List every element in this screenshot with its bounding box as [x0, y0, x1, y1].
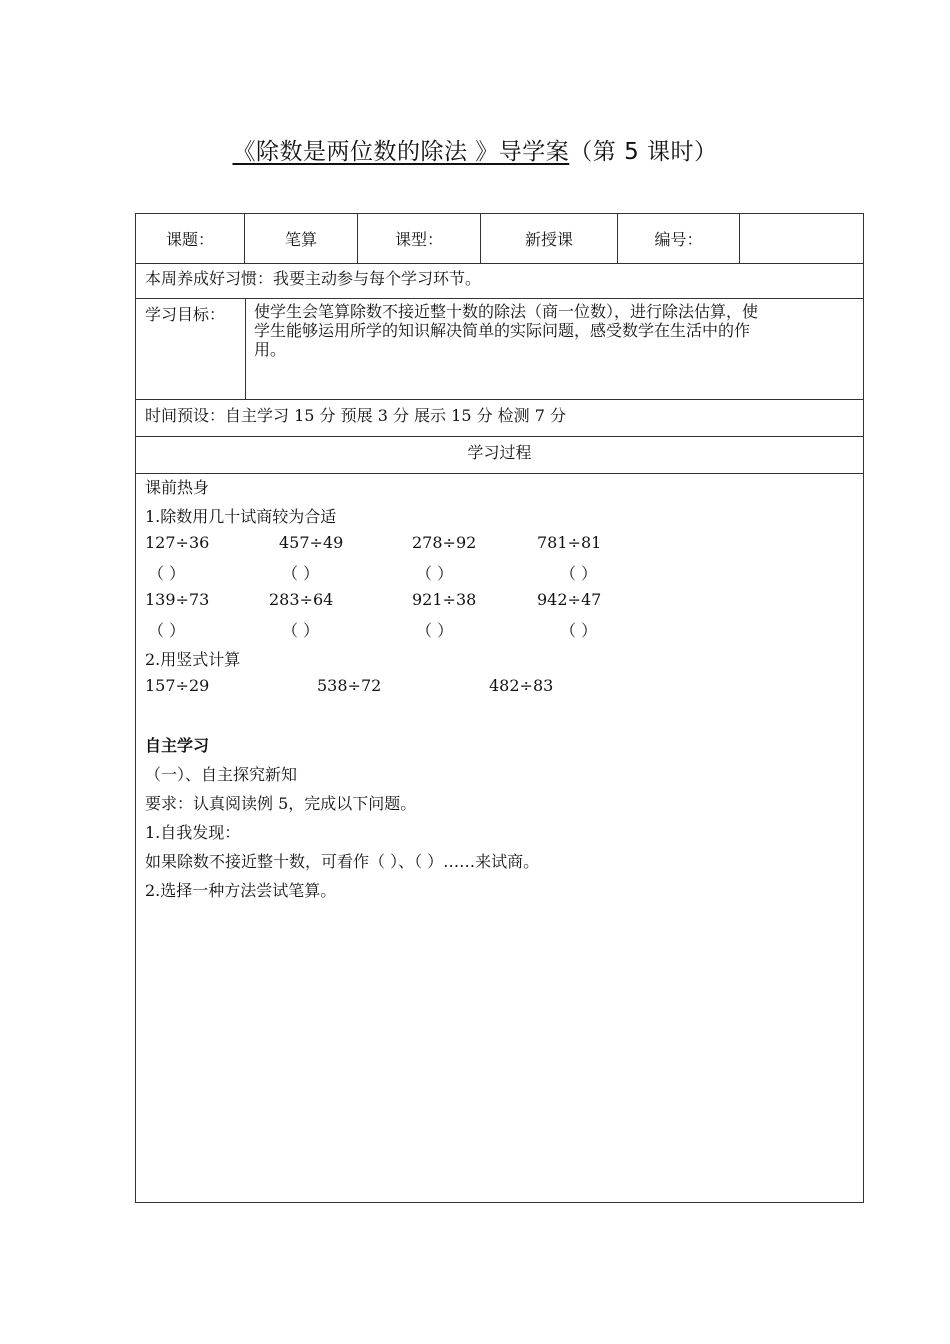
expr-3-2: 538÷72 [317, 676, 382, 695]
self-study-heading: 自主学习 [145, 736, 210, 755]
goal-text [254, 302, 859, 359]
habit-text: 本周养成好习惯：我要主动参与每个学习环节。 [145, 269, 482, 288]
lesson-table [135, 213, 864, 1203]
goal-line-2: 学生能够运用所学的知识解决简单的实际问题，感受数学在生活中的作 [254, 321, 751, 340]
topic-label: 课题： [136, 214, 245, 263]
warmup-q2: 2.用竖式计算 [145, 650, 241, 669]
blank-2-3[interactable]: （ ） [416, 621, 454, 640]
blank-1-3[interactable]: （ ） [416, 564, 454, 583]
blank-1-1[interactable]: （ ） [148, 564, 186, 583]
self-study-req: 要求：认真阅读例 5，完成以下问题。 [145, 794, 417, 813]
expr-2-3: 921÷38 [412, 590, 477, 609]
blank-2-4[interactable]: （ ） [560, 621, 598, 640]
self-study-sub: （一）、自主探究新知 [145, 765, 298, 784]
expr-1-4: 781÷81 [537, 533, 602, 552]
expr-1-2: 457÷49 [279, 533, 344, 552]
habit-row [136, 264, 863, 299]
goal-line-3: 用。 [254, 340, 287, 359]
body-content [136, 474, 863, 1202]
self-study-q2: 2.选择一种方法尝试笔算。 [145, 881, 337, 900]
number-label: 编号： [618, 214, 740, 263]
topic-value: 笔算 [245, 214, 358, 263]
goal-label-cell [136, 299, 246, 399]
blank-2-1[interactable]: （ ） [148, 621, 186, 640]
page-title [0, 133, 950, 166]
goal-label: 学习目标： [145, 305, 226, 324]
expr-2-2: 283÷64 [269, 590, 334, 609]
title-underlined: 《除数是两位数的除法 》导学案 [232, 139, 570, 165]
time-row [136, 400, 863, 437]
expr-1-1: 127÷36 [145, 533, 210, 552]
goal-row [136, 299, 863, 400]
warmup-q1: 1.除数用几十试商较为合适 [145, 507, 337, 526]
time-plan: 时间预设：自主学习 15 分 预展 3 分 展示 15 分 检测 7 分 [145, 406, 567, 425]
process-title: 学习过程 [467, 443, 532, 462]
warmup-heading: 课前热身 [145, 478, 210, 497]
expr-2-1: 139÷73 [145, 590, 210, 609]
blank-1-2[interactable]: （ ） [282, 564, 320, 583]
blank-2-2[interactable]: （ ） [282, 621, 320, 640]
type-value: 新授课 [481, 214, 618, 263]
header-row [136, 214, 863, 264]
title-lesson: （第 5 课时） [569, 139, 718, 165]
goal-line-1: 使学生会笔算除数不接近整十数的除法（商一位数），进行除法估算，使 [254, 302, 759, 321]
expr-1-3: 278÷92 [412, 533, 477, 552]
process-row [136, 437, 863, 474]
blank-1-4[interactable]: （ ） [560, 564, 598, 583]
expr-3-1: 157÷29 [145, 676, 210, 695]
self-study-q1: 1.自我发现： [145, 823, 241, 842]
number-value [740, 214, 863, 263]
expr-2-4: 942÷47 [537, 590, 602, 609]
expr-3-3: 482÷83 [489, 676, 554, 695]
self-study-fill[interactable]: 如果除数不接近整十数，可看作（ ）、（ ）……来试商。 [145, 852, 540, 871]
type-label: 课型： [358, 214, 481, 263]
